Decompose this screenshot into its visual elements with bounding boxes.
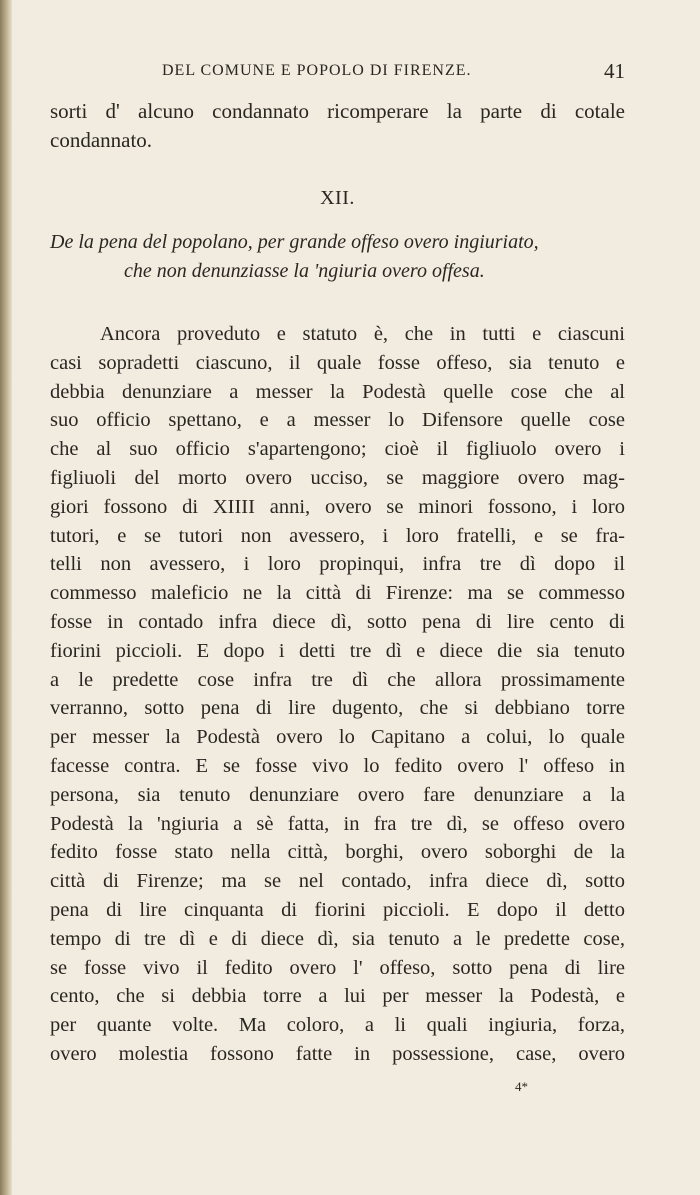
body-line: fiorini piccioli. E dopo i detti tre dì e diece die sia tenuto [50, 639, 625, 662]
body-line: fedito fosse stato nella città, borghi, overo soborghi de la [50, 841, 625, 864]
rubric-line: che non denunziasse la 'ngiuria overo offesa. [124, 260, 485, 282]
intro-paragraph [50, 97, 625, 155]
page-gutter-shadow [0, 0, 12, 1195]
body-line: per messer la Podestà overo lo Capitano a colui, lo quale [50, 726, 625, 749]
body-line: a le predette cose infra tre dì che allora prossimamente [50, 668, 625, 691]
intro-line: condannato. [50, 127, 153, 152]
body-line: Ancora proveduto e statuto è, che in tutti e ciascuni [100, 323, 625, 345]
body-line: tutori, e se tutori non avessero, i loro fratelli, e se fra- [50, 524, 625, 547]
body-line: casi sopradetti ciascuno, il quale fosse offeso, sia tenuto e [50, 351, 625, 374]
intro-line: sorti d' alcuno condannato ricomperare la parte di cotale [50, 99, 625, 123]
body-line: suo officio spettano, e a messer lo Difensore quelle cose [50, 409, 625, 432]
body-line: debbia denunziare a messer la Podestà quelle cose che al [50, 380, 625, 403]
body-line: pena di lire cinquanta di fiorini piccioli. E dopo il detto [50, 898, 625, 921]
body-line: Podestà la 'ngiuria a sè fatta, in fra tre dì, se offeso overo [50, 812, 625, 835]
body-line: giori fossono di XIIII anni, overo se minori fossono, i loro [50, 495, 625, 518]
running-header [50, 59, 625, 84]
body-line: telli non avessero, i loro propinqui, infra tre dì dopo il [50, 553, 625, 576]
body-line: persona, sia tenuto denunziare overo fare denunziare a la [50, 783, 625, 806]
body-line: overo molestia fossono fatte in possessione, case, overo [50, 1042, 625, 1065]
section-number: XII. [320, 187, 355, 209]
body-line: città di Firenze; ma se nel contado, infra diece dì, sotto [50, 870, 625, 893]
body-line: per quante volte. Ma coloro, a li quali ingiuria, forza, [50, 1014, 625, 1037]
body-line: se fosse vivo il fedito overo l' offeso, sotto pena di lire [50, 956, 625, 979]
rubric-line: De la pena del popolano, per grande offeso overo ingiuriato, [50, 231, 539, 253]
body-line: commesso maleficio ne la città di Firenze: ma se commesso [50, 582, 625, 605]
page-number: 41 [604, 59, 625, 83]
body-line: tempo di tre dì e di diece dì, sia tenuto a le predette cose, [50, 927, 625, 950]
signature-mark: 4* [515, 1079, 528, 1094]
body-line: facesse contra. E se fosse vivo lo fedito overo l' offeso in [50, 754, 625, 777]
body-line: verranno, sotto pena di lire dugento, che si debbiano torre [50, 697, 625, 720]
body-line: fosse in contado infra diece dì, sotto pena di lire cento di [50, 610, 625, 633]
body-line: figliuoli del morto overo ucciso, se maggiore overo mag- [50, 466, 625, 489]
running-title: DEL COMUNE E POPOLO DI FIRENZE. [162, 62, 472, 79]
section-rubric [50, 228, 625, 286]
body-paragraph [50, 320, 625, 1069]
body-line: che al suo officio s'apartengono; cioè il figliuolo overo i [50, 438, 625, 461]
body-line: cento, che si debbia torre a lui per messer la Podestà, e [50, 985, 625, 1008]
